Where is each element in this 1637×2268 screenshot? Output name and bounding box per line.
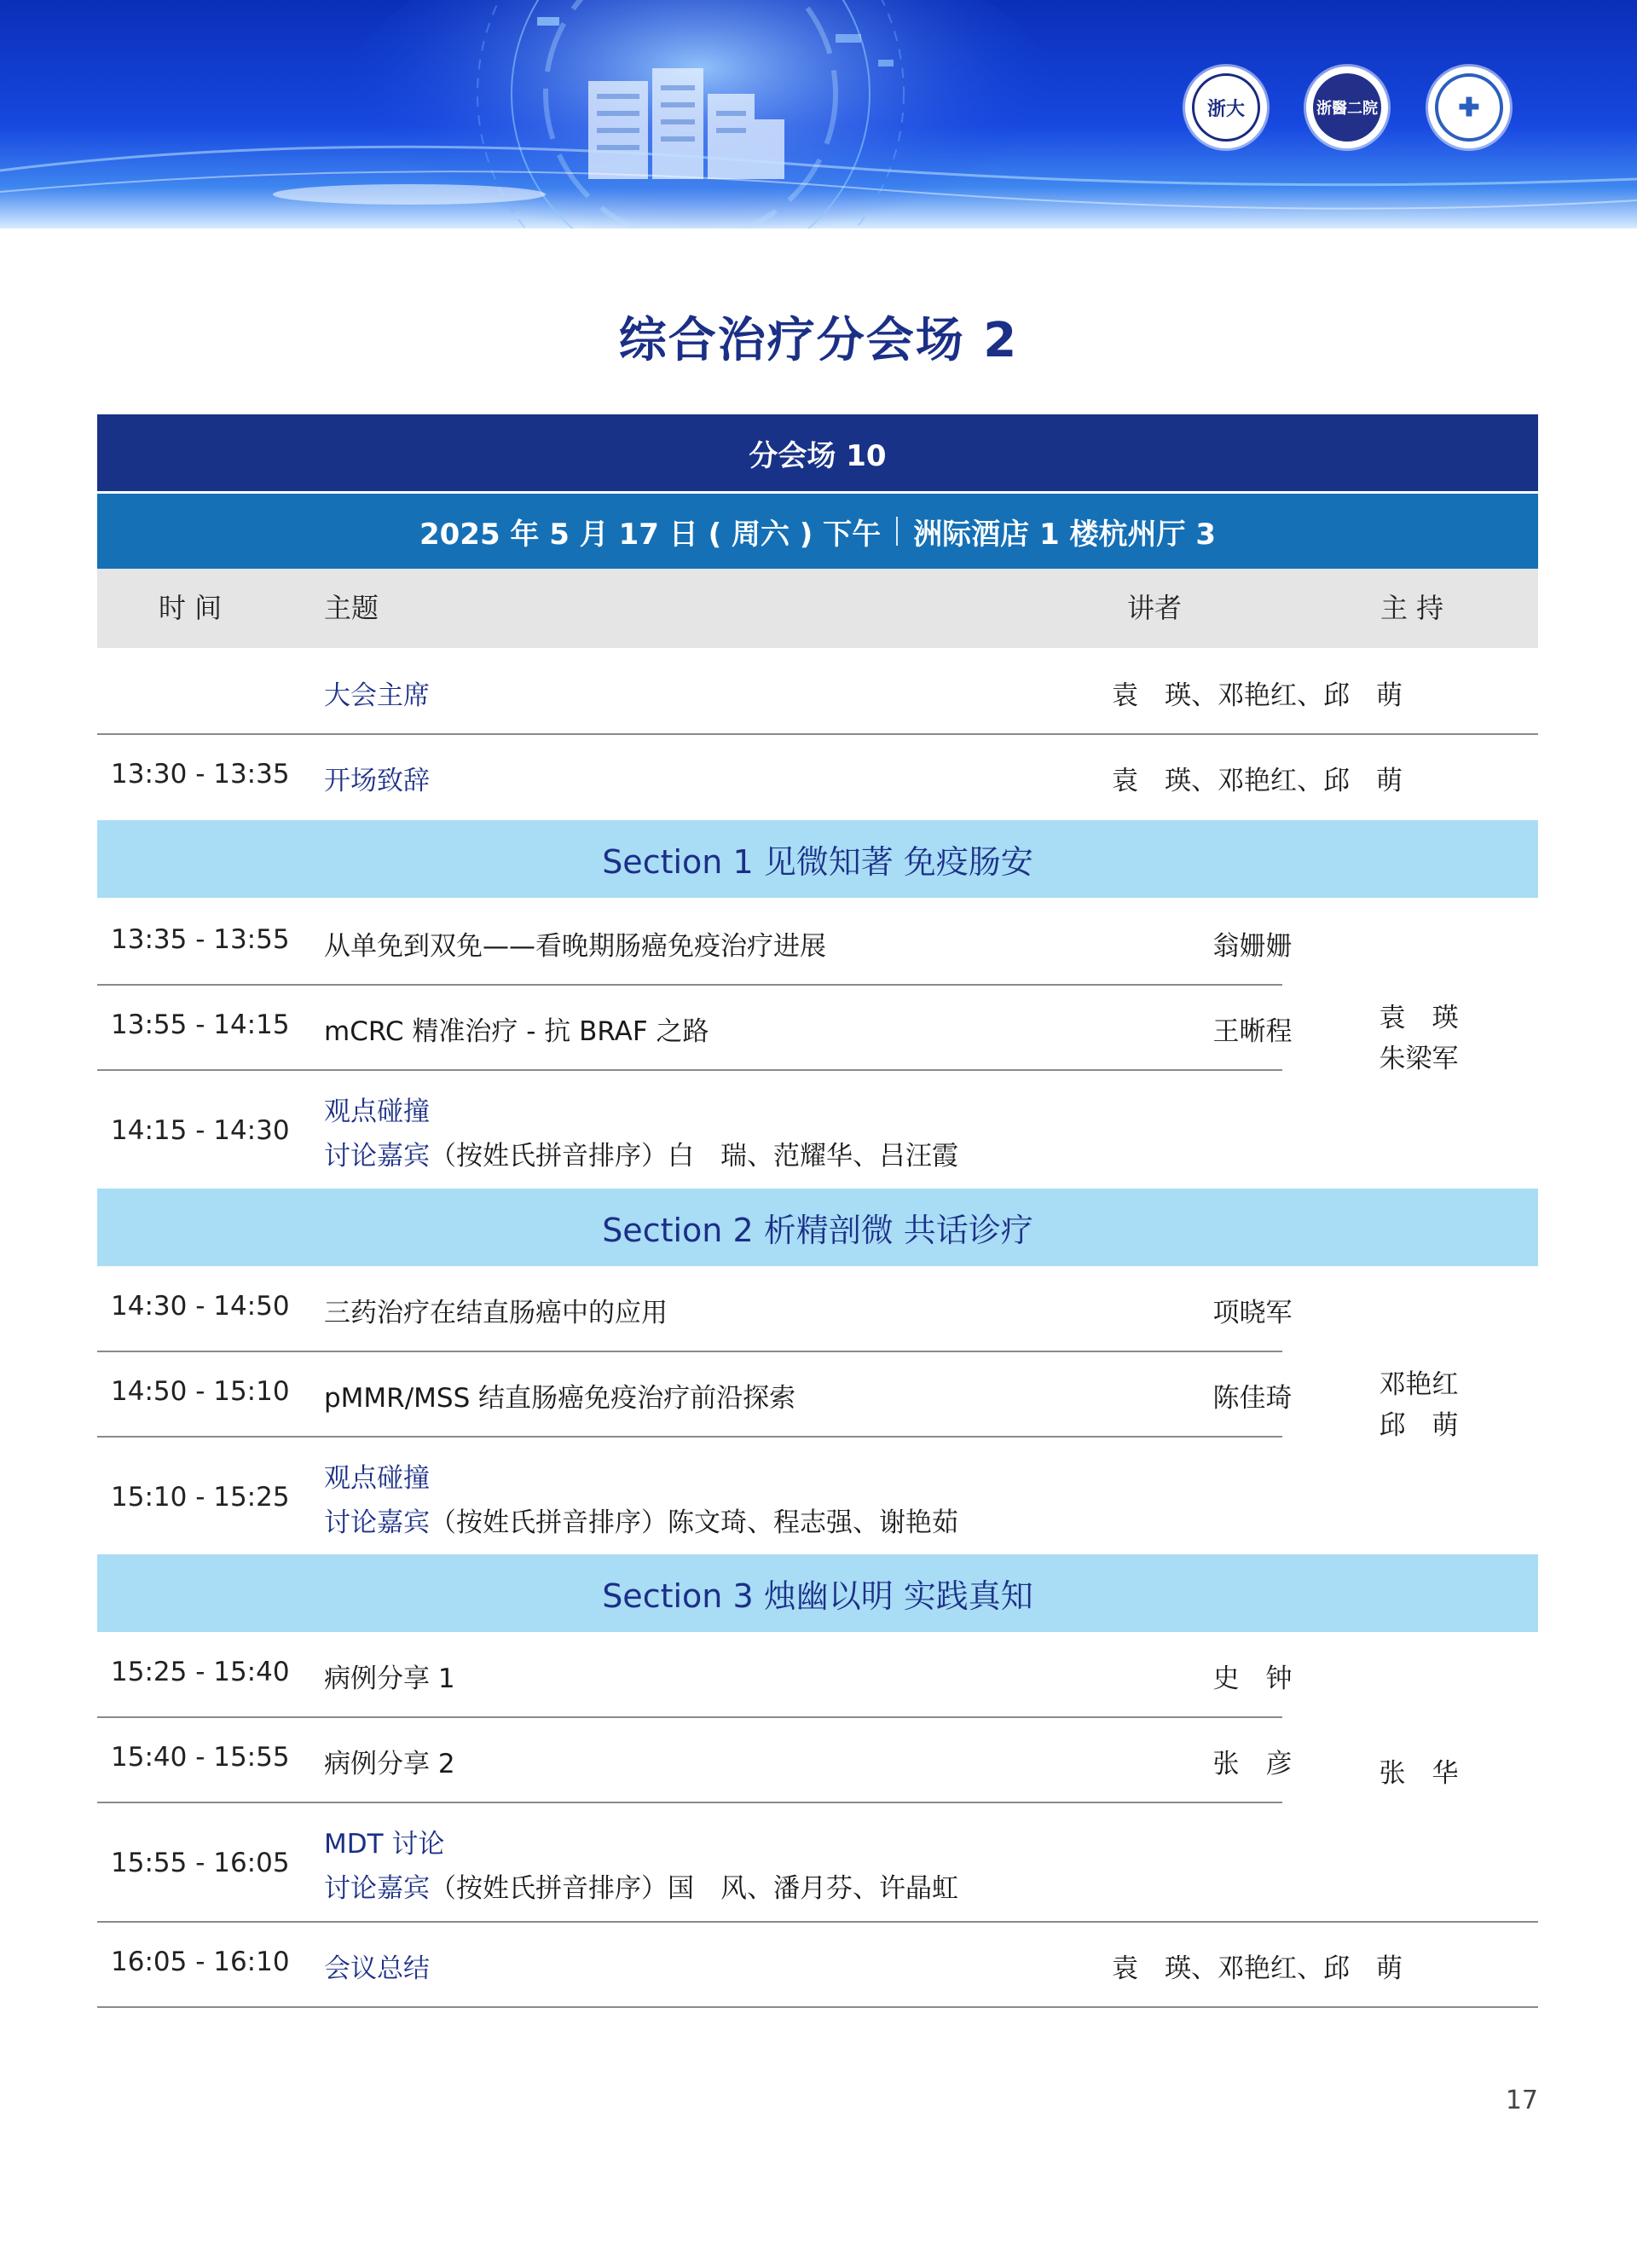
table-row bbox=[97, 1633, 1538, 1718]
row-time: 14:50 - 15:10 bbox=[111, 1376, 290, 1407]
section-header: Section 2 析精剖微 共话诊疗 bbox=[97, 1189, 1538, 1266]
discussion-title: MDT 讨论 bbox=[324, 1829, 445, 1860]
row-topic: pMMR/MSS 结直肠癌免疫治疗前沿探索 bbox=[324, 1383, 796, 1414]
row-speakers: 袁 瑛、邓艳红、邱 萌 bbox=[1112, 766, 1403, 796]
table-row bbox=[97, 735, 1538, 819]
row-time: 14:15 - 14:30 bbox=[111, 1115, 290, 1146]
table-row bbox=[97, 1803, 1538, 1921]
table-row bbox=[97, 1923, 1538, 2006]
discussion-label: 讨论嘉宾 bbox=[324, 1873, 430, 1904]
header-banner bbox=[0, 0, 1637, 229]
row-speaker: 翁姗姗 bbox=[1212, 931, 1293, 962]
row-topic: 病例分享 2 bbox=[324, 1749, 455, 1779]
section-header: Section 1 见微知著 免疫肠安 bbox=[97, 820, 1538, 898]
date-venue-header bbox=[97, 494, 1538, 569]
discussion-label: 讨论嘉宾 bbox=[324, 1507, 430, 1538]
page-number: 17 bbox=[1505, 2086, 1538, 2115]
row-topic: mCRC 精准治疗 - 抗 BRAF 之路 bbox=[324, 1016, 709, 1047]
section-hosts bbox=[1359, 998, 1478, 1079]
row-topic: 病例分享 1 bbox=[324, 1663, 455, 1694]
row-speaker: 项晓军 bbox=[1212, 1298, 1293, 1328]
host-name: 袁 瑛 bbox=[1379, 1003, 1459, 1033]
table-row bbox=[97, 1267, 1538, 1352]
discussion-title: 观点碰撞 bbox=[324, 1096, 430, 1127]
discussion-guests bbox=[324, 1866, 958, 1905]
session-header: 分会场 10 bbox=[97, 414, 1538, 491]
venue: 洲际酒店 1 楼杭州厅 3 bbox=[913, 517, 1217, 552]
table-row bbox=[97, 1071, 1538, 1189]
row-topic: 开场致辞 bbox=[324, 766, 430, 796]
row-time: 13:35 - 13:55 bbox=[111, 924, 290, 955]
discussion-names: （按姓氏拼音排序）国 风、潘月芬、许晶虹 bbox=[430, 1873, 958, 1904]
table-row bbox=[97, 648, 1538, 733]
discussion-title: 观点碰撞 bbox=[324, 1463, 430, 1494]
discussion-names: （按姓氏拼音排序）白 瑞、范耀华、吕汪霞 bbox=[430, 1141, 958, 1172]
host-name: 邓艳红 bbox=[1379, 1369, 1459, 1400]
host-name: 张 华 bbox=[1379, 1758, 1459, 1789]
row-topic: 大会主席 bbox=[324, 680, 430, 711]
row-topic: 三药治疗在结直肠癌中的应用 bbox=[324, 1298, 668, 1328]
discussion-guests bbox=[324, 1134, 958, 1172]
discussion-label: 讨论嘉宾 bbox=[324, 1141, 430, 1172]
column-header-topic: 主题 bbox=[324, 592, 379, 624]
zhejiang-university-logo: 浙大 bbox=[1185, 67, 1267, 148]
row-topic: 会议总结 bbox=[324, 1953, 430, 1984]
table-row bbox=[97, 899, 1538, 984]
row-time: 15:55 - 16:05 bbox=[111, 1848, 290, 1878]
row-time: 15:10 - 15:25 bbox=[111, 1482, 290, 1513]
tech-background-graphic bbox=[0, 0, 1637, 229]
column-header-time: 时 间 bbox=[159, 592, 223, 624]
section-header: Section 3 烛幽以明 实践真知 bbox=[97, 1554, 1538, 1632]
row-time: 15:40 - 15:55 bbox=[111, 1742, 290, 1773]
section-hosts bbox=[1359, 1364, 1478, 1446]
page-title: 综合治疗分会场 2 bbox=[618, 313, 1019, 368]
row-speakers: 袁 瑛、邓艳红、邱 萌 bbox=[1112, 1953, 1403, 1984]
schedule-table bbox=[97, 414, 1538, 2268]
discussion-guests bbox=[324, 1501, 958, 1539]
table-row bbox=[97, 986, 1538, 1071]
row-time: 13:30 - 13:35 bbox=[111, 759, 290, 790]
column-header-speaker: 讲者 bbox=[1127, 592, 1183, 624]
table-row bbox=[97, 1438, 1538, 1555]
schedule-body bbox=[97, 648, 1538, 2268]
host-name: 朱梁军 bbox=[1379, 1044, 1459, 1074]
date-time: 2025 年 5 月 17 日 ( 周六 ) 下午 bbox=[419, 517, 882, 552]
divider bbox=[896, 517, 898, 546]
row-speaker: 陈佳琦 bbox=[1212, 1383, 1293, 1414]
row-speakers: 袁 瑛、邓艳红、邱 萌 bbox=[1112, 680, 1403, 711]
column-header-host: 主 持 bbox=[1380, 592, 1444, 624]
row-speaker: 史 钟 bbox=[1212, 1663, 1293, 1694]
table-row bbox=[97, 1352, 1538, 1438]
table-row bbox=[97, 1718, 1538, 1803]
row-speaker: 王晰程 bbox=[1212, 1016, 1293, 1047]
host-name: 邱 萌 bbox=[1379, 1410, 1459, 1441]
discussion-names: （按姓氏拼音排序）陈文琦、程志强、谢艳茹 bbox=[430, 1507, 958, 1538]
row-speaker: 张 彦 bbox=[1212, 1749, 1293, 1779]
column-header-row bbox=[97, 569, 1538, 648]
row-time: 13:55 - 14:15 bbox=[111, 1010, 290, 1040]
row-time: 15:25 - 15:40 bbox=[111, 1657, 290, 1687]
row-time: 14:30 - 14:50 bbox=[111, 1291, 290, 1322]
row-time: 16:05 - 16:10 bbox=[111, 1947, 290, 1977]
zheyi-second-hospital-logo: 浙醫二院 bbox=[1306, 67, 1388, 148]
section-hosts bbox=[1359, 1753, 1478, 1794]
zhejiang-cancer-association-logo: ✚ bbox=[1428, 67, 1510, 148]
row-divider bbox=[97, 2006, 1538, 2008]
row-topic: 从单免到双免——看晚期肠癌免疫治疗进展 bbox=[324, 931, 826, 962]
